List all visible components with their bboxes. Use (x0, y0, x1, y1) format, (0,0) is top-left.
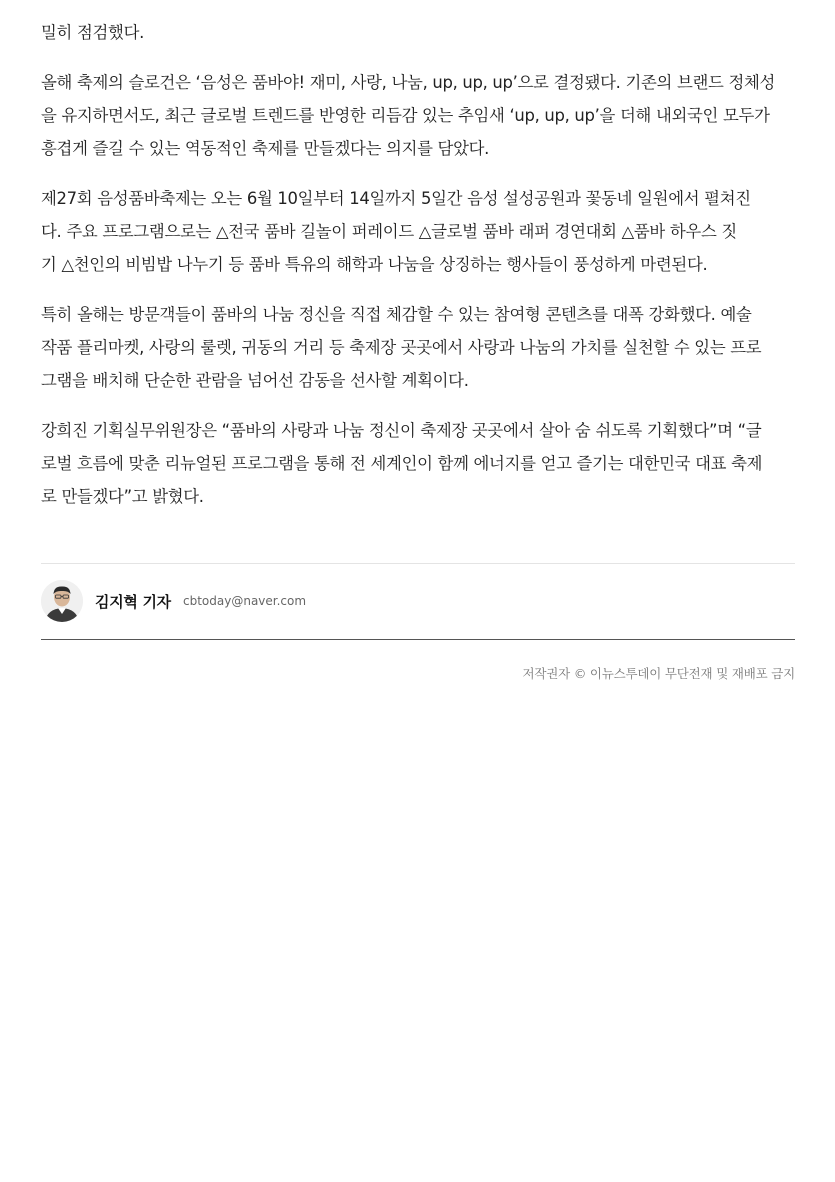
paragraph-line: 로 만들겠다”고 밝혔다. (41, 487, 204, 506)
paragraph-line: 올해 축제의 슬로건은 ‘음성은 품바야! 재미, 사랑, 나눔, up, up, up’으로 결정됐다. 기존의 브랜드 정체성 (41, 73, 776, 92)
paragraph-line: 제27회 음성품바축제는 오는 6월 10일부터 14일까지 5일간 음성 설성공원과 꽃동네 일원에서 펼쳐진 (41, 189, 751, 208)
article-paragraph-5 (41, 414, 795, 513)
paragraph-line: 을 유지하면서도, 최근 글로벌 트렌드를 반영한 리듬감 있는 추임새 ‘up, up, up’을 더해 내외국인 모두가 (41, 106, 770, 125)
article-paragraph-3 (41, 182, 795, 281)
reporter-avatar-icon (41, 580, 83, 622)
paragraph-line: 강희진 기획실무위원장은 “품바의 사랑과 나눔 정신이 축제장 곳곳에서 살아 숨 쉬도록 기획했다”며 “글 (41, 421, 762, 440)
copyright-notice: 저작권자 © 이뉴스투데이 무단전재 및 재배포 금지 (522, 666, 795, 681)
paragraph-line: 그램을 배치해 단순한 관람을 넘어선 감동을 선사할 계획이다. (41, 371, 469, 390)
paragraph-line: 특히 올해는 방문객들이 품바의 나눔 정신을 직접 체감할 수 있는 참여형 콘텐츠를 대폭 강화했다. 예술 (41, 305, 752, 324)
paragraph-line: 흥겹게 즐길 수 있는 역동적인 축제를 만들겠다는 의지를 담았다. (41, 139, 490, 158)
article-paragraph-2 (41, 66, 795, 165)
article-body (41, 16, 795, 530)
paragraph-line: 기 △천인의 비빔밥 나누기 등 품바 특유의 해학과 나눔을 상징하는 행사들이 풍성하게 마련된다. (41, 255, 708, 274)
paragraph-line: 다. 주요 프로그램으로는 △전국 품바 길놀이 퍼레이드 △글로벌 품바 래퍼 경연대회 △품바 하우스 짓 (41, 222, 737, 241)
reporter-email-link[interactable]: cbtoday@naver.com (183, 594, 307, 608)
article-paragraph-4 (41, 298, 795, 397)
article-paragraph-1 (41, 16, 795, 49)
paragraph-line: 밀히 점검했다. (41, 23, 145, 42)
reporter-byline (41, 563, 795, 640)
paragraph-line: 로벌 흐름에 맞춘 리뉴얼된 프로그램을 통해 전 세계인이 함께 에너지를 얻고 즐기는 대한민국 대표 축제 (41, 454, 763, 473)
paragraph-line: 작품 플리마켓, 사랑의 룰렛, 귀동의 거리 등 축제장 곳곳에서 사랑과 나눔의 가치를 실천할 수 있는 프로 (41, 338, 762, 357)
reporter-name: 김지혁 기자 (95, 593, 171, 611)
